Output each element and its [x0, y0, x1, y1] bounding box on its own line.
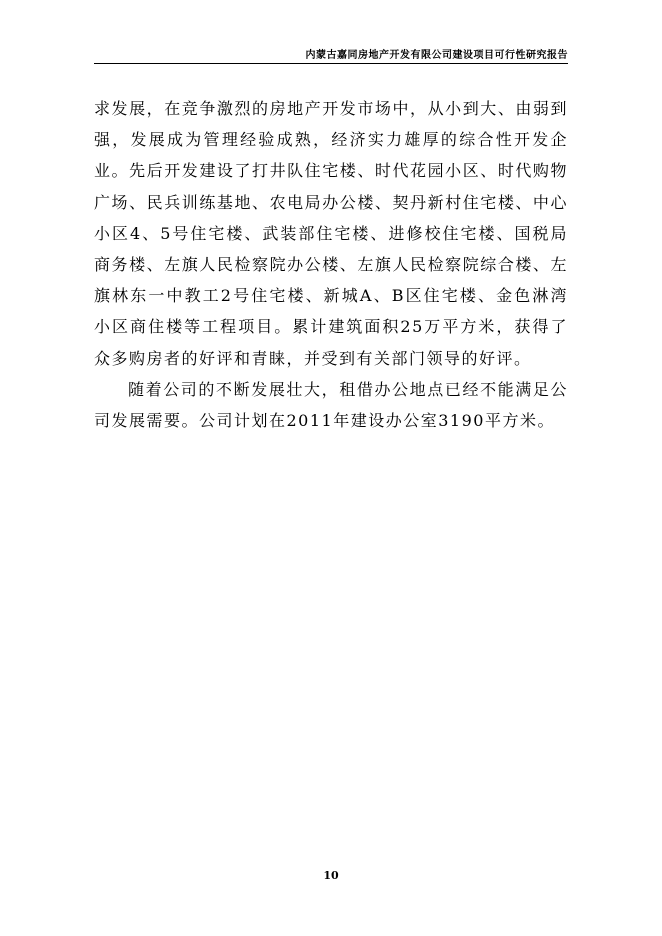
paragraph-continuation: 求发展，在竞争激烈的房地产开发市场中，从小到大、由弱到强，发展成为管理经验成熟，经济实力雄厚的综合性开发企业。先后开发建设了打井队住宅楼、时代花园小区、时代购物广场、民兵训练基地、农电局办公楼、契丹新村住宅楼、中心小区4、5号住宅楼、武装部住宅楼、进修校住宅楼、国税局商务楼、左旗人民检察院办公楼、左旗人民检察院综合楼、左旗林东一中教工2号住宅楼、新城A、B区住宅楼、金色淋湾小区商住楼等工程项目。累计建筑面积25万平方米，获得了众多购房者的好评和青睐，并受到有关部门领导的好评。: [94, 99, 568, 368]
page-number: 10: [323, 869, 339, 882]
paragraph-office-plan: 随着公司的不断发展壮大，租借办公地点已经不能满足公司发展需要。公司计划在2011年建设办公室3190平方米。: [94, 379, 568, 431]
document-body: [94, 93, 568, 436]
header-title: 内蒙古嘉同房地产开发有限公司建设项目可行性研究报告: [305, 50, 568, 61]
page-header: [94, 37, 568, 64]
